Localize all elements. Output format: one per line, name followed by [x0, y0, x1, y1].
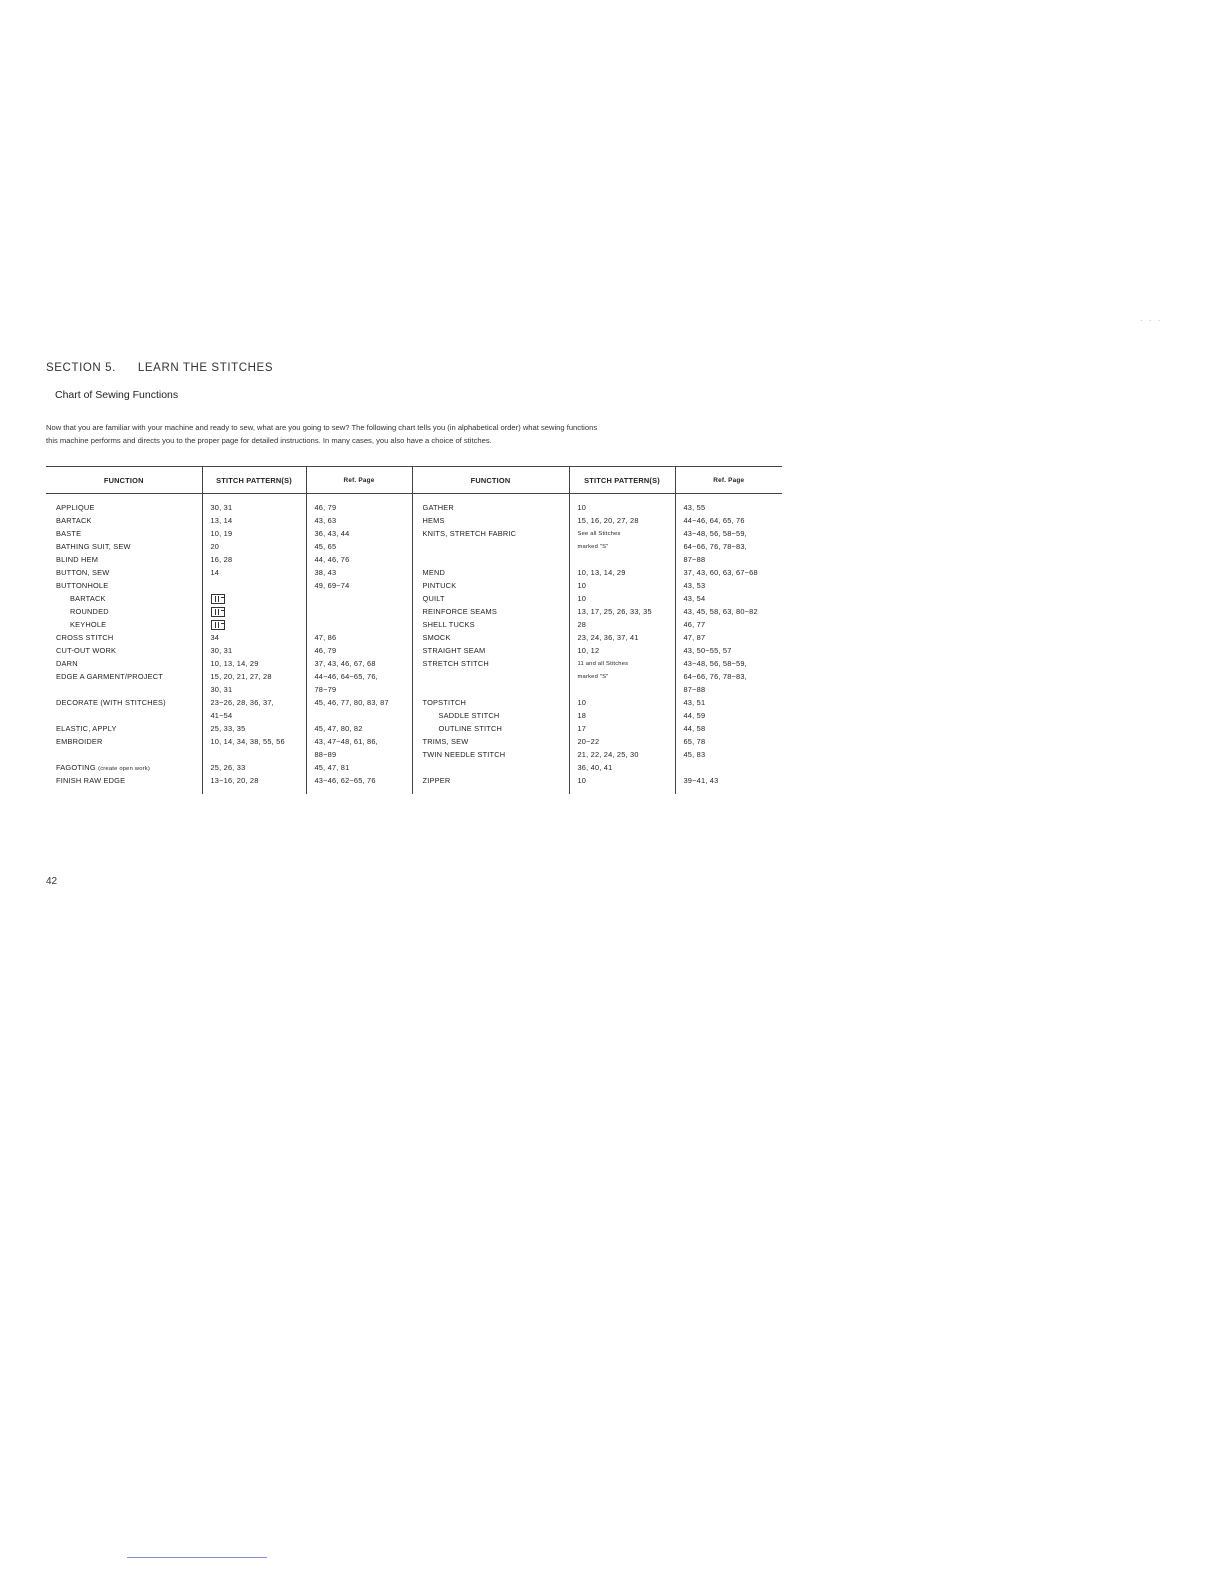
table-row	[46, 709, 782, 722]
ref-cell	[675, 761, 782, 774]
ref-cell: 36, 43, 44	[306, 527, 412, 540]
table-row	[46, 566, 782, 579]
ref-cell: 37, 43, 46, 67, 68	[306, 657, 412, 670]
stitch-cell: 15, 16, 20, 27, 28	[569, 514, 675, 527]
header-function-left: FUNCTION	[46, 467, 202, 494]
stitch-cell: 20~22	[569, 735, 675, 748]
chart-title: Chart of Sewing Functions	[55, 389, 179, 401]
function-cell: BUTTON, SEW	[56, 568, 110, 577]
ref-cell: 65, 78	[675, 735, 782, 748]
stitch-cell: 30, 31	[202, 644, 306, 657]
table-row	[46, 527, 782, 540]
ref-cell: 47, 86	[306, 631, 412, 644]
ref-cell: 43, 55	[675, 501, 782, 514]
function-cell	[412, 553, 569, 566]
function-cell: QUILT	[412, 592, 569, 605]
function-cell: EMBROIDER	[56, 737, 103, 746]
ref-cell: 43, 54	[675, 592, 782, 605]
ref-cell: 45, 47, 80, 82	[306, 722, 412, 735]
stitch-cell	[202, 592, 306, 605]
ref-cell: 87~88	[675, 683, 782, 696]
ref-cell: 44~46, 64~65, 76,	[306, 670, 412, 683]
stitch-cell: 13, 14	[202, 514, 306, 527]
function-cell: GATHER	[412, 501, 569, 514]
ref-cell: 43, 63	[306, 514, 412, 527]
ref-cell: 49, 69~74	[306, 579, 412, 592]
function-cell: SMOCK	[412, 631, 569, 644]
function-cell: EDGE A GARMENT/PROJECT	[56, 672, 164, 681]
stitch-cell: 34	[202, 631, 306, 644]
stitch-cell: 10, 12	[569, 644, 675, 657]
ref-cell: 78~79	[306, 683, 412, 696]
function-cell	[412, 683, 569, 696]
section-heading	[46, 362, 273, 374]
stitch-cell: 14	[202, 566, 306, 579]
ref-cell: 46, 79	[306, 644, 412, 657]
header-function-right: FUNCTION	[412, 467, 569, 494]
ref-cell: 38, 43	[306, 566, 412, 579]
ref-cell: 47, 87	[675, 631, 782, 644]
stitch-cell	[569, 683, 675, 696]
function-cell: DARN	[56, 659, 78, 668]
ref-cell: 64~66, 76, 78~83,	[675, 540, 782, 553]
function-cell: DECORATE (WITH STITCHES)	[56, 698, 166, 707]
buttonhole-bartack-icon	[211, 594, 225, 604]
stitch-cell: 25, 26, 33	[202, 761, 306, 774]
stitch-cell: 17	[569, 722, 675, 735]
function-cell: MEND	[412, 566, 569, 579]
function-cell: KEYHOLE	[70, 620, 107, 629]
stitch-cell	[569, 553, 675, 566]
function-cell	[46, 683, 202, 696]
stitch-cell: marked "S"	[569, 540, 675, 553]
ref-cell	[306, 709, 412, 722]
function-cell: SADDLE STITCH	[412, 709, 569, 722]
function-cell: OUTLINE STITCH	[412, 722, 569, 735]
function-cell: TRIMS, SEW	[412, 735, 569, 748]
header-ref-left: Ref. Page	[306, 467, 412, 494]
ref-cell: 46, 79	[306, 501, 412, 514]
buttonhole-keyhole-icon	[211, 620, 225, 630]
function-cell: TWIN NEEDLE STITCH	[412, 748, 569, 761]
ref-cell: 43~48, 56, 58~59,	[675, 527, 782, 540]
stitch-cell: 10, 14, 34, 38, 55, 56	[202, 735, 306, 748]
stitch-cell: 18	[569, 709, 675, 722]
function-cell	[412, 761, 569, 774]
table-row	[46, 514, 782, 527]
stitch-cell: 20	[202, 540, 306, 553]
table-spacer	[46, 494, 782, 502]
ref-cell	[306, 605, 412, 618]
table-row	[46, 631, 782, 644]
table-header-row	[46, 467, 782, 494]
ref-cell: 45, 47, 81	[306, 761, 412, 774]
intro-line-1: Now that you are familiar with your machine and ready to sew, what are you going to sew? The following chart tells you (in alphabetical order) what sewing functions	[46, 423, 598, 432]
ref-cell: 44~46, 64, 65, 76	[675, 514, 782, 527]
ref-cell	[306, 618, 412, 631]
sewing-functions-table	[46, 466, 782, 794]
stitch-cell: 10, 13, 14, 29	[202, 657, 306, 670]
section-title: LEARN THE STITCHES	[137, 362, 274, 374]
stitch-cell: 25, 33, 35	[202, 722, 306, 735]
function-cell: BASTE	[56, 529, 82, 538]
function-cell: APPLIQUE	[56, 503, 95, 512]
stitch-cell: 13~16, 20, 28	[202, 774, 306, 787]
stitch-cell: 10	[569, 501, 675, 514]
table-row	[46, 683, 782, 696]
header-ref-right: Ref. Page	[675, 467, 782, 494]
table-row	[46, 670, 782, 683]
ref-cell: 45, 65	[306, 540, 412, 553]
ref-cell: 64~66, 76, 78~83,	[675, 670, 782, 683]
ref-cell: 44, 46, 76	[306, 553, 412, 566]
function-label: FAGOTING	[56, 763, 96, 772]
function-cell	[46, 761, 202, 774]
footer-rule	[127, 1557, 267, 1558]
stitch-cell: marked "S"	[569, 670, 675, 683]
ref-cell: 87~88	[675, 553, 782, 566]
table-row	[46, 761, 782, 774]
table-row	[46, 735, 782, 748]
table-row	[46, 592, 782, 605]
table-spacer	[46, 787, 782, 794]
function-cell: ZIPPER	[412, 774, 569, 787]
stitch-cell: 41~54	[202, 709, 306, 722]
function-cell: ELASTIC, APPLY	[56, 724, 117, 733]
function-cell: BLIND HEM	[56, 555, 99, 564]
stitch-cell: 10, 19	[202, 527, 306, 540]
stitch-cell: 10	[569, 774, 675, 787]
ref-cell: 43, 47~48, 61, 86,	[306, 735, 412, 748]
ref-cell: 45, 83	[675, 748, 782, 761]
function-cell	[412, 670, 569, 683]
ref-cell: 43~46, 62~65, 76	[306, 774, 412, 787]
ref-cell: 44, 59	[675, 709, 782, 722]
ref-cell	[306, 592, 412, 605]
stitch-cell: 36, 40, 41	[569, 761, 675, 774]
intro-line-2: this machine performs and directs you to the proper page for detailed instructions. In many cases, you also have a choice of stitches.	[46, 436, 492, 445]
section-number: SECTION 5.	[46, 362, 116, 374]
function-cell: BARTACK	[56, 516, 92, 525]
function-cell: ROUNDED	[70, 607, 109, 616]
function-cell: STRAIGHT SEAM	[412, 644, 569, 657]
table-row	[46, 748, 782, 761]
stitch-cell: 28	[569, 618, 675, 631]
stitch-cell	[202, 748, 306, 761]
stitch-cell: 16, 28	[202, 553, 306, 566]
function-cell: HEMS	[412, 514, 569, 527]
ref-cell: 43, 45, 58, 63, 80~82	[675, 605, 782, 618]
table-row	[46, 553, 782, 566]
intro-paragraph	[46, 421, 806, 447]
function-cell: STRETCH STITCH	[412, 657, 569, 670]
table-row	[46, 618, 782, 631]
stitch-cell: 13, 17, 25, 26, 33, 35	[569, 605, 675, 618]
ref-cell: 43, 50~55, 57	[675, 644, 782, 657]
ref-cell: 43~48, 56, 58~59,	[675, 657, 782, 670]
function-cell: BATHING SUIT, SEW	[56, 542, 131, 551]
table-row	[46, 722, 782, 735]
ref-cell: 46, 77	[675, 618, 782, 631]
function-cell	[46, 709, 202, 722]
stitch-cell	[202, 618, 306, 631]
function-cell: BUTTONHOLE	[56, 581, 109, 590]
function-cell: CUT-OUT WORK	[56, 646, 117, 655]
table-row	[46, 657, 782, 670]
stitch-cell: 30, 31	[202, 683, 306, 696]
ref-cell: 39~41, 43	[675, 774, 782, 787]
function-cell: CROSS STITCH	[56, 633, 114, 642]
stitch-cell: 15, 20, 21, 27, 28	[202, 670, 306, 683]
ref-cell: 43, 53	[675, 579, 782, 592]
stitch-cell	[202, 605, 306, 618]
stitch-cell: 10, 13, 14, 29	[569, 566, 675, 579]
ref-cell: 43, 51	[675, 696, 782, 709]
stitch-cell	[202, 579, 306, 592]
function-cell: KNITS, STRETCH FABRIC	[412, 527, 569, 540]
ref-cell: 45, 46, 77, 80, 83, 87	[306, 696, 412, 709]
function-cell: TOPSTITCH	[412, 696, 569, 709]
stitch-cell: See all Stitches	[569, 527, 675, 540]
stitch-cell: 10	[569, 592, 675, 605]
table-body	[46, 494, 782, 795]
ref-cell: 88~89	[306, 748, 412, 761]
buttonhole-rounded-icon	[211, 607, 225, 617]
header-stitch-left: STITCH PATTERN(S)	[202, 467, 306, 494]
ref-cell: 37, 43, 60, 63, 67~68	[675, 566, 782, 579]
table-row	[46, 501, 782, 514]
table-row	[46, 644, 782, 657]
function-cell: REINFORCE SEAMS	[412, 605, 569, 618]
function-cell: BARTACK	[70, 594, 106, 603]
stitch-cell: 23, 24, 36, 37, 41	[569, 631, 675, 644]
stitch-cell: 21, 22, 24, 25, 30	[569, 748, 675, 761]
function-note: (create open work)	[98, 766, 150, 772]
table-row	[46, 774, 782, 787]
function-cell: FINISH RAW EDGE	[56, 776, 126, 785]
table-row	[46, 540, 782, 553]
table-row	[46, 696, 782, 709]
table-row	[46, 605, 782, 618]
stitch-cell: 11 and all Stitches	[569, 657, 675, 670]
header-stitch-right: STITCH PATTERN(S)	[569, 467, 675, 494]
ref-cell: 44, 58	[675, 722, 782, 735]
function-cell: PINTUCK	[412, 579, 569, 592]
function-cell: SHELL TUCKS	[412, 618, 569, 631]
stitch-cell: 10	[569, 579, 675, 592]
stitch-cell: 30, 31	[202, 501, 306, 514]
scan-artifact: · · ·	[1140, 316, 1163, 325]
stitch-cell: 23~26, 28, 36, 37,	[202, 696, 306, 709]
function-cell	[412, 540, 569, 553]
table-row	[46, 579, 782, 592]
page-number: 42	[46, 876, 58, 887]
function-cell	[46, 748, 202, 761]
stitch-cell: 10	[569, 696, 675, 709]
